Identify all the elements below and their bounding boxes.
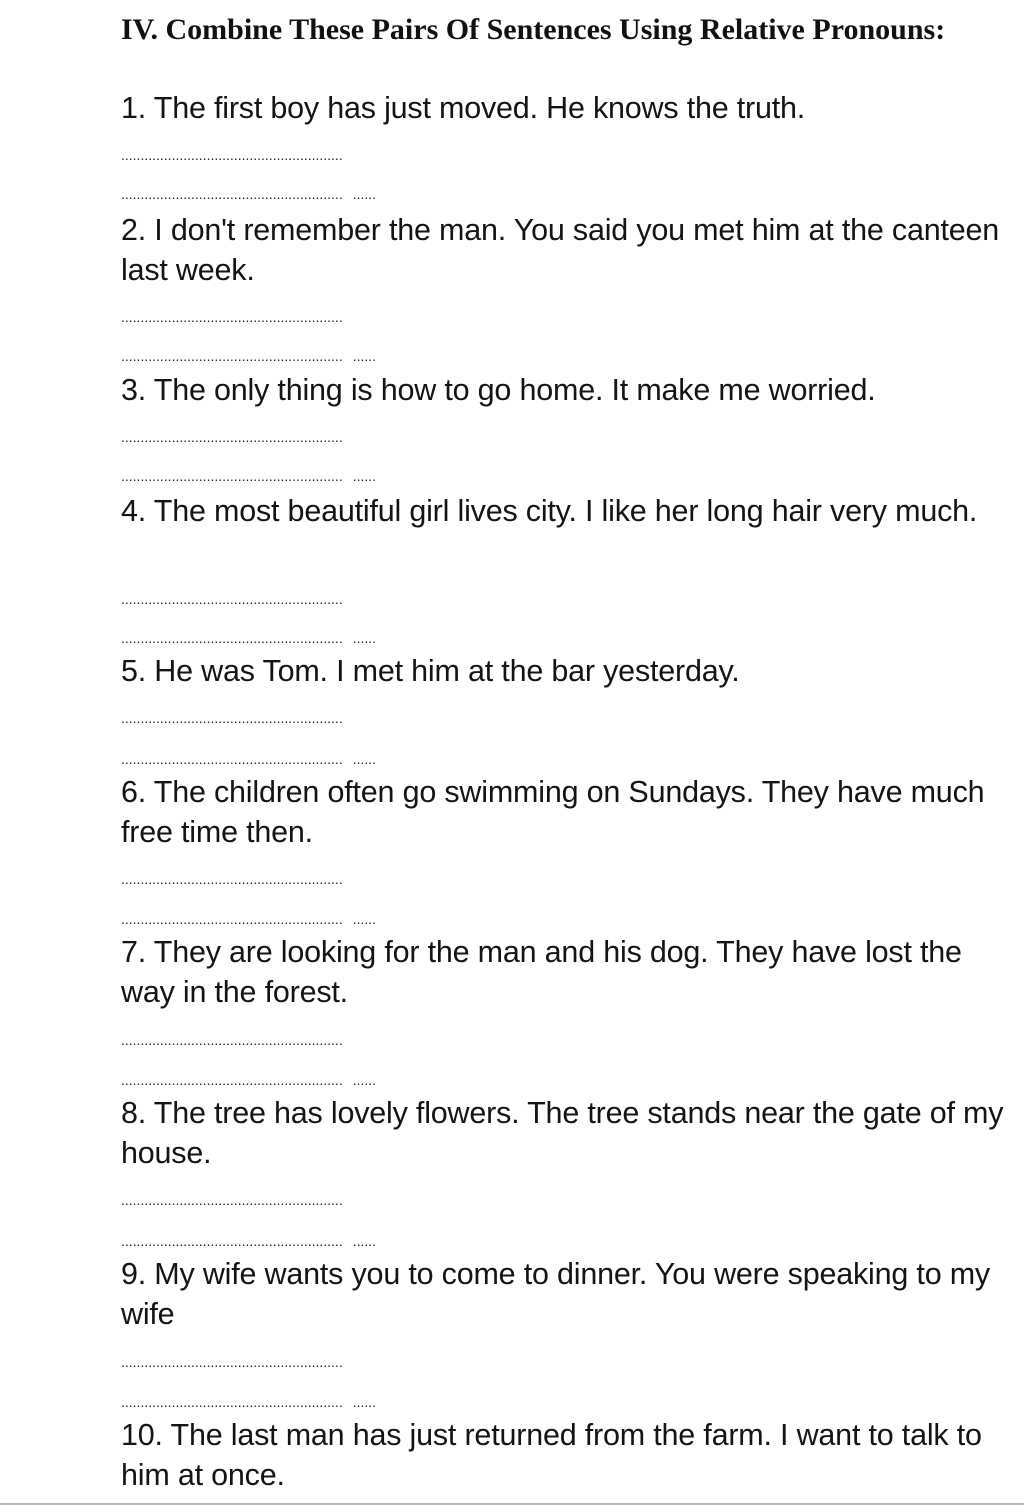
answer-line-7b[interactable] bbox=[121, 1075, 649, 1085]
answer-line-9b[interactable] bbox=[121, 1397, 649, 1407]
answer-line-8b[interactable] bbox=[121, 1236, 649, 1246]
answer-line-tail: ...... bbox=[352, 351, 377, 361]
question-7: 7. They are looking for the man and his dog. They have lost the way in the forest. bbox=[121, 935, 962, 1009]
answer-line-8a[interactable]: ......................................................... bbox=[121, 1195, 343, 1205]
answer-line-6a[interactable]: ......................................................... bbox=[121, 874, 343, 884]
answer-line-tail: ...... bbox=[352, 1075, 377, 1085]
answer-line-tail: ...... bbox=[352, 1397, 377, 1407]
answer-line-1b[interactable] bbox=[121, 189, 649, 199]
question-6: 6. The children often go swimming on Sundays. They have much free time then. bbox=[121, 775, 985, 849]
answer-line-5a[interactable]: ......................................................... bbox=[121, 713, 343, 723]
answer-line-dots: ......................................................... bbox=[121, 754, 343, 764]
answer-line-dots: ......................................................... bbox=[121, 633, 343, 643]
answer-line-3a[interactable]: ......................................................... bbox=[121, 432, 343, 442]
answer-line-4b[interactable] bbox=[121, 633, 649, 643]
question-3: 3. The only thing is how to go home. It make me worried. bbox=[121, 373, 876, 407]
question-1: 1. The first boy has just moved. He knows the truth. bbox=[121, 91, 806, 125]
answer-line-tail: ...... bbox=[352, 633, 377, 643]
page-bottom-divider bbox=[0, 1503, 1024, 1505]
answer-line-6b[interactable] bbox=[121, 914, 649, 924]
question-5: 5. He was Tom. I met him at the bar yesterday. bbox=[121, 654, 740, 688]
answer-line-tail: ...... bbox=[352, 471, 377, 481]
answer-line-9a[interactable]: ......................................................... bbox=[121, 1357, 343, 1367]
answer-line-dots: ......................................................... bbox=[121, 1397, 343, 1407]
answer-line-dots: ......................................................... bbox=[121, 471, 343, 481]
answer-line-7a[interactable]: ......................................................... bbox=[121, 1035, 343, 1045]
answer-line-tail: ...... bbox=[352, 1236, 377, 1246]
answer-line-tail: ...... bbox=[352, 189, 377, 199]
question-9: 9. My wife wants you to come to dinner. You were speaking to my wife bbox=[121, 1257, 990, 1331]
answer-line-2b[interactable] bbox=[121, 351, 649, 361]
answer-line-dots: ......................................................... bbox=[121, 1236, 343, 1246]
answer-line-tail: ...... bbox=[352, 914, 377, 924]
answer-line-2a[interactable]: ......................................................... bbox=[121, 312, 343, 322]
question-4: 4. The most beautiful girl lives city. I like her long hair very much. bbox=[121, 494, 978, 528]
exercise-heading: IV. Combine These Pairs Of Sentences Using Relative Pronouns: bbox=[121, 13, 946, 46]
answer-line-5b[interactable] bbox=[121, 754, 649, 764]
question-8: 8. The tree has lovely flowers. The tree stands near the gate of my house. bbox=[121, 1096, 1004, 1170]
answer-line-3b[interactable] bbox=[121, 471, 649, 481]
question-2: 2. I don't remember the man. You said you met him at the canteen last week. bbox=[121, 213, 1000, 287]
answer-line-dots: ......................................................... bbox=[121, 1075, 343, 1085]
answer-line-4a[interactable]: ......................................................... bbox=[121, 594, 343, 604]
answer-line-tail: ...... bbox=[352, 754, 377, 764]
question-10: 10. The last man has just returned from the farm. I want to talk to him at once. bbox=[121, 1418, 982, 1492]
answer-line-dots: ......................................................... bbox=[121, 189, 343, 199]
answer-line-1a[interactable]: ......................................................... bbox=[121, 150, 343, 160]
answer-line-dots: ......................................................... bbox=[121, 914, 343, 924]
answer-line-dots: ......................................................... bbox=[121, 351, 343, 361]
